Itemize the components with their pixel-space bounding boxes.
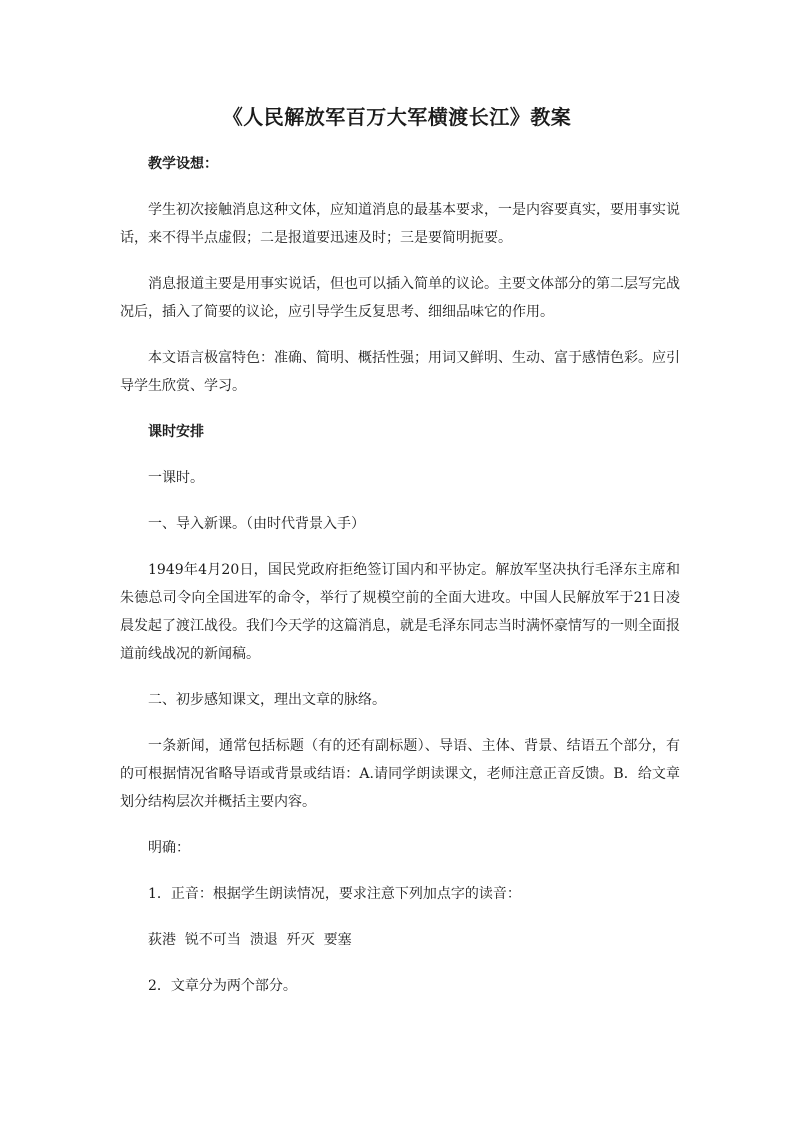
paragraph: 消息报道主要是用事实说话，但也可以插入简单的议论。主要文体部分的第二层写完战况后，插入了简要的议论，应引导学生反复思考、细细品味它的作用。: [120, 276, 680, 320]
step-heading: 一、导入新课。（由时代背景入手）: [148, 516, 365, 532]
paragraph: 学生初次接触消息这种文体，应知道消息的最基本要求，一是内容要真实，要用事实说话，来不得半点虚假；二是报道要迅速及时；三是要简明扼要。: [120, 202, 680, 246]
word-list: 荻港 锐不可当 溃退 歼灭 要塞: [148, 932, 352, 948]
section-heading-schedule: 课时安排: [148, 424, 204, 440]
text-line: 一课时。: [148, 470, 204, 486]
document-title: 《人民解放军百万大军横渡长江》教案: [222, 105, 572, 129]
section-heading-design: 教学设想：: [148, 156, 218, 172]
list-item: 2．文章分为两个部分。: [148, 978, 297, 994]
step-heading: 二、初步感知课文，理出文章的脉络。: [148, 692, 386, 708]
text-line: 明确：: [148, 840, 190, 856]
document-body: [120, 150, 680, 1018]
paragraph: 1949年4月20日，国民党政府拒绝签订国内和平协定。解放军坚决执行毛泽东主席和朱德总司令向全国进军的命令，举行了规模空前的全面大进攻。中国人民解放军于21日凌晨发起了渡江战役。我们今天学的这篇消息，就是毛泽东同志当时满怀豪情写的一则全面报道前线战况的新闻稿。: [120, 562, 680, 662]
paragraph: 一条新闻，通常包括标题（有的还有副标题）、导语、主体、背景、结语五个部分，有的可根据情况省略导语或背景或结语：A.请同学朗读课文，老师注意正音反馈。B．给文章划分结构层次并概括主要内容。: [120, 738, 680, 810]
list-item: 1．正音：根据学生朗读情况，要求注意下列加点字的读音：: [148, 886, 521, 902]
paragraph: 本文语言极富特色：准确、简明、概括性强；用词又鲜明、生动、富于感情色彩。应引导学生欣赏、学习。: [120, 350, 680, 394]
